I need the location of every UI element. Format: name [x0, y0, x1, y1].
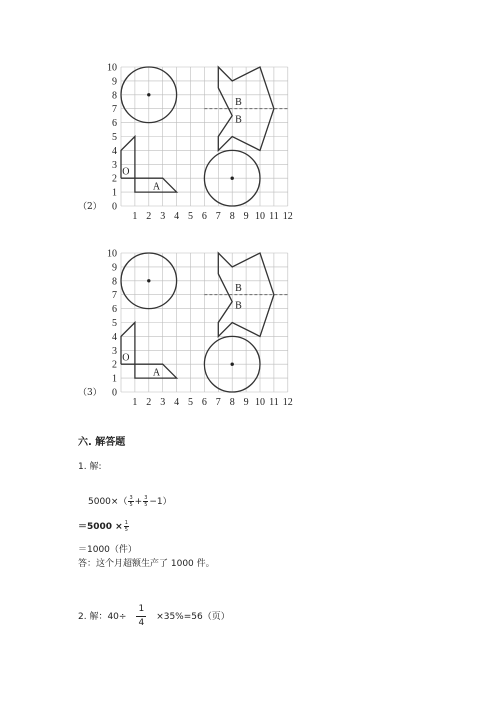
circle-center-dot [147, 93, 150, 96]
q1-label: 1. 解: [78, 462, 102, 472]
q2-suffix: ×35%=56（页） [156, 612, 230, 622]
y-tick-label: 5 [112, 132, 117, 143]
y-tick-label: 1 [112, 373, 117, 385]
x-tick-label: 12 [282, 211, 293, 222]
part-label-2: （2） [78, 202, 102, 212]
y-tick-label: 8 [112, 90, 117, 102]
x-tick-label: 6 [201, 211, 207, 222]
q1-line2-prefix: ＝5000 × [78, 522, 123, 532]
circle-center-dot [147, 279, 150, 282]
x-tick-label: 7 [215, 397, 221, 408]
x-tick-label: 5 [188, 397, 193, 408]
q1-expression-line-1 [88, 494, 172, 508]
y-tick-label: 2 [112, 359, 117, 371]
fraction-one-fifth [124, 520, 129, 533]
x-tick-label: 4 [174, 211, 180, 222]
q1-answer: 答：这个月超额生产了 1000 件。 [78, 559, 215, 569]
coordinate-grid-figure-2 [100, 60, 300, 220]
x-tick-label: 5 [188, 211, 193, 222]
y-tick-label: 6 [112, 304, 117, 316]
q1-expression-line-2 [78, 519, 130, 533]
y-tick-label: 7 [112, 290, 117, 302]
y-tick-label: 6 [112, 118, 117, 130]
x-tick-label: 2 [146, 397, 152, 408]
y-tick-label: 0 [112, 387, 117, 399]
y-tick-label: 9 [112, 262, 117, 274]
x-tick-label: 10 [255, 397, 265, 408]
q2-line [78, 603, 230, 630]
x-tick-label: 11 [269, 397, 279, 408]
q1-expression-line-3: ＝1000（件） [78, 545, 137, 555]
x-tick-label: 8 [229, 211, 235, 222]
x-tick-label: 11 [269, 211, 279, 222]
fraction-one-quarter [136, 603, 146, 630]
y-tick-label: 10 [107, 248, 117, 260]
q2-prefix: 2. 解：40÷ [78, 612, 127, 622]
part-label-3: （3） [78, 388, 102, 398]
circle-center-dot [231, 363, 234, 366]
y-tick-label: 4 [112, 145, 117, 157]
x-tick-label: 3 [160, 211, 166, 222]
y-tick-label: 0 [112, 201, 117, 213]
x-tick-label: 3 [160, 397, 166, 408]
x-tick-label: 2 [146, 211, 152, 222]
label-b-top: B [235, 97, 242, 109]
fraction-three-fifths-b [143, 495, 148, 508]
y-tick-label: 10 [107, 62, 117, 74]
label-o: O [122, 352, 130, 364]
x-tick-label: 10 [255, 211, 265, 222]
q1-line1-prefix: 5000×（ [88, 497, 128, 507]
fraction-denominator: 4 [138, 618, 145, 628]
fraction-three-fifths-a [128, 495, 133, 508]
fraction-denominator: 5 [129, 502, 133, 508]
y-tick-label: 1 [112, 187, 117, 199]
y-tick-label: 2 [112, 173, 117, 185]
x-tick-label: 6 [201, 397, 207, 408]
fraction-denominator: 5 [144, 502, 148, 508]
label-a: A [152, 181, 161, 193]
x-tick-label: 9 [243, 211, 249, 222]
coordinate-grid-figure-3 [100, 246, 300, 406]
plus-sign: + [134, 497, 143, 507]
x-tick-label: 4 [174, 397, 180, 408]
circle-center-dot [231, 177, 234, 180]
label-b-bottom: B [235, 300, 242, 312]
fraction-numerator: 3 [144, 495, 148, 501]
label-a: A [152, 367, 161, 379]
label-b-top: B [235, 283, 242, 295]
fraction-numerator: 1 [136, 603, 146, 617]
x-tick-label: 9 [243, 397, 249, 408]
x-tick-label: 7 [215, 211, 221, 222]
x-tick-label: 1 [132, 211, 138, 222]
y-tick-label: 8 [112, 276, 117, 288]
y-tick-label: 9 [112, 76, 117, 88]
y-tick-label: 3 [112, 345, 117, 357]
section-title: 六. 解答题 [78, 437, 126, 448]
x-tick-label: 1 [132, 397, 138, 408]
fraction-numerator: 1 [124, 520, 128, 526]
y-tick-label: 3 [112, 159, 117, 171]
y-tick-label: 4 [112, 331, 117, 343]
x-tick-label: 12 [282, 397, 293, 408]
y-tick-label: 5 [112, 318, 117, 329]
label-b-bottom: B [235, 114, 242, 126]
fraction-numerator: 3 [129, 495, 133, 501]
y-tick-label: 7 [112, 104, 117, 116]
label-o: O [122, 166, 130, 178]
x-tick-label: 8 [229, 397, 235, 408]
fraction-denominator: 5 [124, 527, 128, 533]
q1-line1-suffix: −1） [149, 497, 172, 507]
